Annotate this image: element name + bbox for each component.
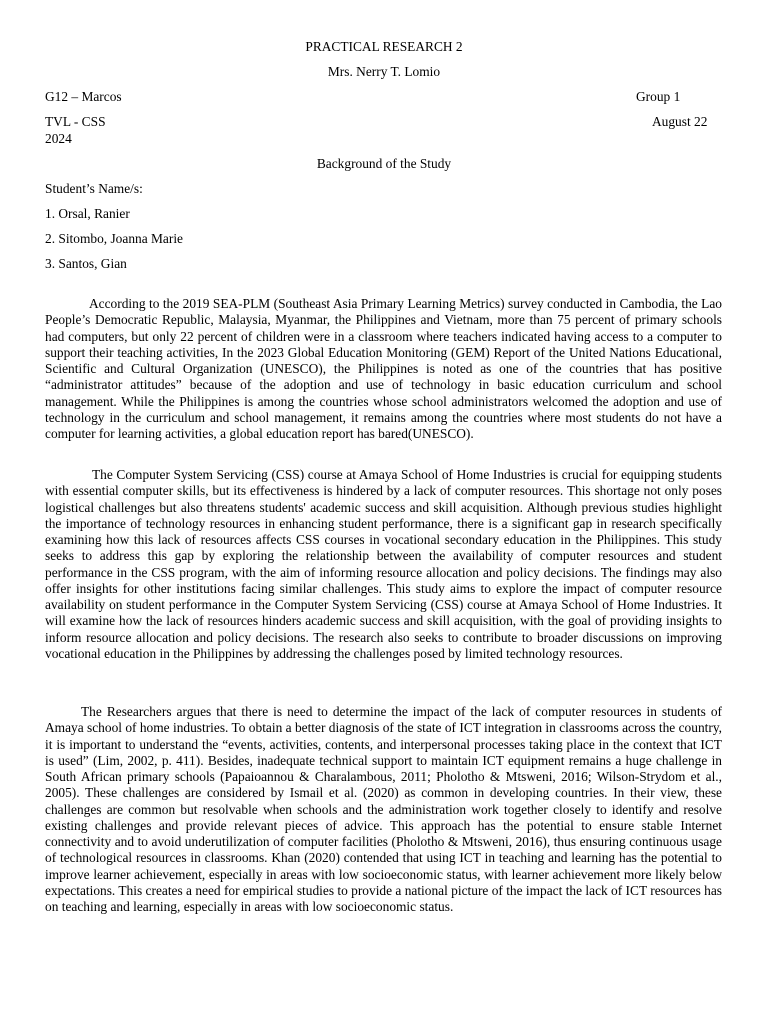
body-paragraph: The Computer System Servicing (CSS) course at Amaya School of Home Industries is crucial for equipping students with essential computer skills, but its effectiveness is hindered by a lack of computer resources. This shortage not only poses logistical challenges but also threatens students' academic success and skill acquisition. Although previous studies highlight the importance of technology resources in enhancing student performance, there is a significant gap in research specifically examining how this lack of resources affects CSS courses in vocational secondary education in the Philippines. This study seeks to address this gap by exploring the relationship between the availability of computer resources and student performance in the CSS program, with the aim of informing resource allocation and policy decisions. The findings may also offer insights for other institutions facing similar challenges. This study aims to explore the impact of computer resource availability on student performance in the Computer System Servicing (CSS) course at Amaya School of Home Industries. It will examine how the lack of resources hinders academic success and skill acquisition, with the goal of providing insights to inform resource allocation and policy decisions. The research also seeks to contribute to broader discussions on improving vocational education in the Philippines by addressing the challenges posed by limited technology resources. — [45, 467, 722, 661]
students-label: Student’s Name/s: — [45, 181, 143, 196]
group-label: Group 1 — [636, 89, 681, 104]
document-title: Background of the Study — [316, 156, 452, 171]
body-paragraph: The Researchers argues that there is need to determine the impact of the lack of computer resources in students of Amaya school of home industries. To obtain a better diagnosis of the state of ICT integration in classrooms across the country, it is important to understand the “events, activities, contents, and interpersonal processes taking place in the context that ICT is used” (Lim, 2002, p. 411). Besides, inadequate technical support to maintain ICT equipment remains a huge challenge in South African primary schools (Papaioannou & Charalambous, 2011; Pholotho & Mtsweni, 2016; Wilson-Strydom et al., 2005). These challenges are considered by Ismail et al. (2020) as common in developing countries. In their view, these challenges are common but resolvable when schools and the administration work together closely to identify and resolve existing challenges and provide relevant pieces of advice. This approach has the potential to ensure stable Internet connectivity and to avoid underutilization of computer facilities (Pholotho & Mtsweni, 2016), thus ensuring continuous usage of technological resources in classrooms. Khan (2020) contended that using ICT in teaching and learning has the potential to improve learner achievement, especially in areas with low socioeconomic status, with learner achievement more likely below expectations. This creates a need for empirical studies to provide a national picture of the impact the lack of ICT resources has on teaching and learning, especially in areas with low socioeconomic status. — [45, 704, 722, 914]
student-name: 2. Sitombo, Joanna Marie — [45, 231, 183, 246]
strand-label: TVL - CSS — [45, 114, 106, 129]
section-label: G12 – Marcos — [45, 89, 122, 104]
teacher-name: Mrs. Nerry T. Lomio — [327, 64, 441, 79]
date-year: 2024 — [45, 131, 72, 146]
course-title: PRACTICAL RESEARCH 2 — [305, 39, 463, 54]
student-name: 3. Santos, Gian — [45, 256, 127, 271]
body-paragraph: According to the 2019 SEA-PLM (Southeast Asia Primary Learning Metrics) survey conducted in Cambodia, the Lao People’s Democratic Republic, Malaysia, Myanmar, the Philippines and Vietnam, more than 75 percent of primary schools had computers, but only 22 percent of children were in a classroom where teachers indicated having access to a computer to support their teaching activities, In the 2023 Global Education Monitoring (GEM) Report of the United Nations Educational, Scientific and Cultural Organization (UNESCO), the Philippines is noted as one of the countries that has positive “administrator attitudes” because of the adoption and use of technology in basic education curriculum and school management. While the Philippines is among the countries whose school administrators welcomed the adoption and use of technology in the curriculum and school management, it remains among the countries where most students do not have a computer for learning activities, a global education report has bared(UNESCO). — [45, 296, 722, 441]
date-month-day: August 22 — [652, 114, 708, 129]
student-name: 1. Orsal, Ranier — [45, 206, 130, 221]
